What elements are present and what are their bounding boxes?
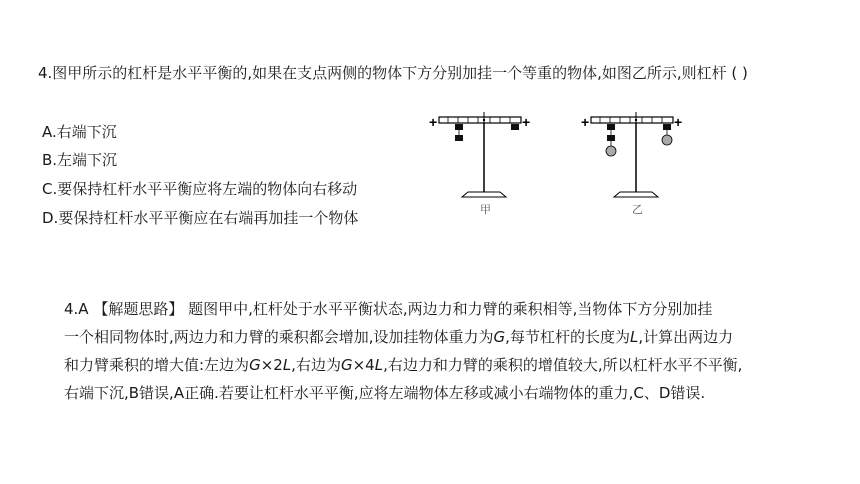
stand-base: [614, 192, 658, 197]
lever-plus-left: +: [429, 114, 438, 130]
lever-plus-left: +: [581, 114, 590, 130]
answer-line-1: 4.A 【解题思路】 题图甲中,杠杆处于水平平衡状态,两边力和力臂的乘积相等,当物体下方分别加挂: [64, 300, 713, 318]
weight-left-1: [455, 124, 463, 130]
lever-plus-right: +: [674, 114, 683, 130]
lever-figure-yi: [578, 110, 718, 235]
lever-plus-right: +: [522, 114, 531, 130]
option-d: D.要保持杠杆水平平衡应在右端再加挂一个物体: [42, 209, 359, 227]
weight-left-2: [607, 135, 615, 141]
weight-right-1: [511, 124, 519, 130]
lever-figure-jia: [426, 110, 566, 235]
answer-line-4: 右端下沉,B错误,A正确.若要让杠杆水平平衡,应将左端物体左移或减小右端物体的重力,C、D错误.: [64, 384, 706, 402]
weight-left-1: [607, 124, 615, 130]
option-c: C.要保持杠杆水平平衡应将左端的物体向右移动: [42, 180, 358, 198]
figure-label-jia: 甲: [480, 203, 491, 216]
stand-base: [462, 192, 506, 197]
weight-left-2: [455, 135, 463, 141]
option-b: B.左端下沉: [42, 151, 118, 169]
question-text: 4.图甲所示的杠杆是水平平衡的,如果在支点两侧的物体下方分别加挂一个等重的物体,如图乙所示,则杠杆 ( ): [38, 64, 748, 82]
answer-line-2: 一个相同物体时,两边力和力臂的乘积都会增加,设加挂物体重力为G,每节杠杆的长度为L,计算出两边力: [64, 328, 734, 346]
answer-line-3: 和力臂乘积的增大值:左边为G×2L,右边为G×4L,右边力和力臂的乘积的增值较大,所以杠杆水平不平衡,: [64, 356, 743, 374]
ball-right: [662, 135, 672, 145]
option-a: A.右端下沉: [42, 123, 117, 141]
lever-bar: [439, 117, 521, 123]
pivot: [483, 119, 485, 121]
weight-right-1: [663, 124, 671, 130]
figure-label-yi: 乙: [632, 203, 643, 216]
ball-left: [606, 146, 616, 156]
lever-bar: [591, 117, 673, 123]
pivot: [635, 119, 637, 121]
